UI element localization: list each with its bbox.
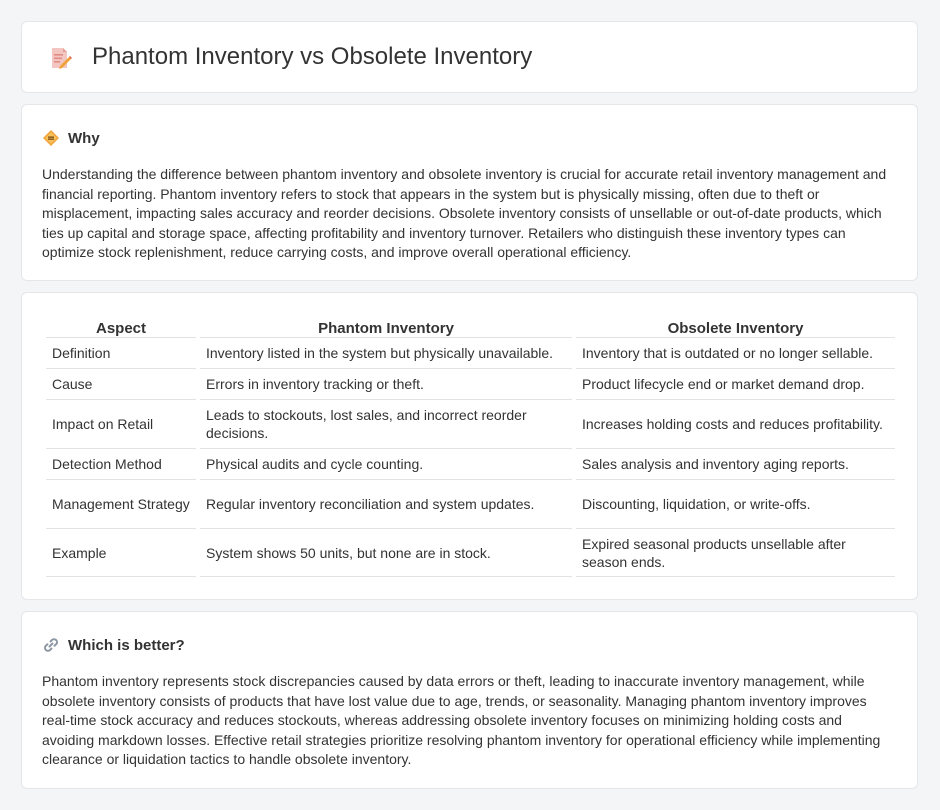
table-row (46, 479, 895, 528)
aspect-cell: Example (46, 528, 196, 577)
comparison-section (21, 292, 918, 600)
better-paragraph: Phantom inventory represents stock discrepancies caused by data errors or theft, leading to inaccurate inventory management, while obsolete inventory consists of products that have lost value due to age, trends, or seasonality. Managing phantom inventory improves real-time stock accuracy and reduces stockouts, whereas addressing obsolete inventory focuses on minimizing holding costs and avoiding markdown losses. Effective retail strategies prioritize resolving phantom inventory for operational efficiency while implementing clearance or liquidation tactics to handle obsolete inventory. (42, 673, 881, 767)
aspect-cell: Cause (46, 368, 196, 399)
obsolete-cell: Increases holding costs and reduces profitability. (576, 399, 895, 448)
table-header-row (46, 313, 895, 337)
obsolete-cell: Sales analysis and inventory aging reports. (576, 448, 895, 479)
aspect-cell: Definition (46, 337, 196, 368)
why-heading: Why (68, 129, 100, 147)
phantom-cell: Inventory listed in the system but physically unavailable. (200, 337, 572, 368)
obsolete-cell: Expired seasonal products unsellable after season ends. (576, 528, 895, 577)
why-header (42, 128, 100, 148)
obsolete-cell: Discounting, liquidation, or write-offs. (576, 479, 895, 528)
header-aspect: Aspect (95, 320, 147, 337)
aspect-cell: Impact on Retail (46, 399, 196, 448)
better-header (42, 635, 185, 655)
diamond-sign-icon (42, 129, 60, 147)
better-heading: Which is better? (68, 636, 185, 654)
table-row (46, 399, 895, 448)
obsolete-cell: Inventory that is outdated or no longer sellable. (576, 337, 895, 368)
phantom-cell: System shows 50 units, but none are in stock. (200, 528, 572, 577)
page-title: Phantom Inventory vs Obsolete Inventory (92, 43, 533, 70)
table-row (46, 448, 895, 479)
aspect-cell: Management Strategy (46, 479, 196, 528)
phantom-cell: Errors in inventory tracking or theft. (200, 368, 572, 399)
comparison-table (42, 313, 899, 577)
phantom-cell: Physical audits and cycle counting. (200, 448, 572, 479)
why-section (21, 104, 918, 281)
header-phantom: Phantom Inventory (318, 320, 454, 337)
phantom-cell: Regular inventory reconciliation and system updates. (200, 479, 572, 528)
table-row (46, 337, 895, 368)
phantom-cell: Leads to stockouts, lost sales, and incorrect reorder decisions. (200, 399, 572, 448)
title-card (21, 21, 918, 93)
obsolete-cell: Product lifecycle end or market demand drop. (576, 368, 895, 399)
header-obsolete: Obsolete Inventory (667, 320, 804, 337)
why-paragraph: Understanding the difference between phantom inventory and obsolete inventory is crucial for accurate retail inventory management and financial reporting. Phantom inventory refers to stock that appears in the system but is physically missing, often due to theft or misplacement, impacting sales accuracy and reorder decisions. Obsolete inventory consists of unsellable or out-of-date products, which ties up capital and storage space, affecting profitability and inventory turnover. Retailers who distinguish these inventory types can optimize stock replenishment, reduce carrying costs, and improve overall operational efficiency. (42, 166, 887, 260)
aspect-cell: Detection Method (46, 448, 196, 479)
table-row (46, 528, 895, 577)
which-is-better-section (21, 611, 918, 789)
link-icon (42, 636, 60, 654)
document-edit-icon (48, 46, 72, 70)
table-row (46, 368, 895, 399)
